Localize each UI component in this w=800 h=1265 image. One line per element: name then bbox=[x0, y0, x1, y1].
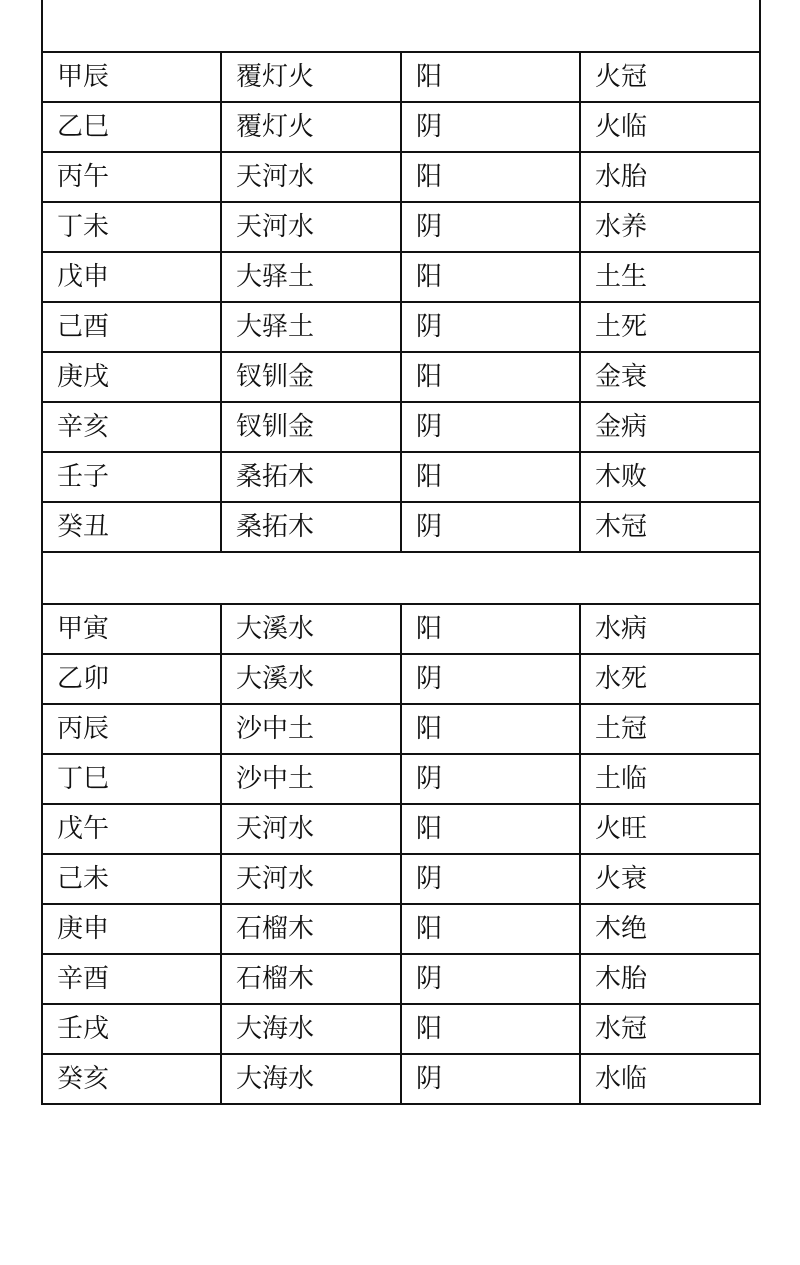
yinyang-cell: 阴 bbox=[401, 954, 580, 1004]
nayin-cell: 覆灯火 bbox=[221, 102, 401, 152]
state-cell: 水冠 bbox=[580, 1004, 760, 1054]
table-row bbox=[42, 452, 760, 502]
ganzhi-cell: 己未 bbox=[42, 854, 221, 904]
yinyang-cell: 阳 bbox=[401, 704, 580, 754]
ganzhi-cell: 甲辰 bbox=[42, 52, 221, 102]
ganzhi-cell: 丁巳 bbox=[42, 754, 221, 804]
yinyang-cell: 阴 bbox=[401, 302, 580, 352]
nayin-cell: 石榴木 bbox=[221, 904, 401, 954]
yinyang-cell: 阴 bbox=[401, 102, 580, 152]
table-row bbox=[42, 654, 760, 704]
nayin-cell: 天河水 bbox=[221, 202, 401, 252]
yinyang-cell: 阴 bbox=[401, 1054, 580, 1104]
table-row bbox=[42, 302, 760, 352]
table-row bbox=[42, 904, 760, 954]
nayin-cell: 大溪水 bbox=[221, 654, 401, 704]
section-divider-cell bbox=[42, 552, 760, 604]
yinyang-cell: 阳 bbox=[401, 252, 580, 302]
yinyang-cell: 阴 bbox=[401, 754, 580, 804]
nayin-cell: 覆灯火 bbox=[221, 52, 401, 102]
nayin-cell: 沙中土 bbox=[221, 704, 401, 754]
nayin-cell: 天河水 bbox=[221, 804, 401, 854]
nayin-cell: 桑拓木 bbox=[221, 452, 401, 502]
section-divider-row bbox=[42, 0, 760, 52]
yinyang-cell: 阳 bbox=[401, 152, 580, 202]
nayin-cell: 沙中土 bbox=[221, 754, 401, 804]
state-cell: 木败 bbox=[580, 452, 760, 502]
nayin-cell: 石榴木 bbox=[221, 954, 401, 1004]
ganzhi-cell: 壬子 bbox=[42, 452, 221, 502]
yinyang-cell: 阳 bbox=[401, 604, 580, 654]
state-cell: 木绝 bbox=[580, 904, 760, 954]
section-divider-row bbox=[42, 552, 760, 604]
ganzhi-cell: 癸丑 bbox=[42, 502, 221, 552]
ganzhi-cell: 丁未 bbox=[42, 202, 221, 252]
state-cell: 土死 bbox=[580, 302, 760, 352]
table-row bbox=[42, 1054, 760, 1104]
table-row bbox=[42, 754, 760, 804]
state-cell: 水死 bbox=[580, 654, 760, 704]
yinyang-cell: 阳 bbox=[401, 352, 580, 402]
state-cell: 火临 bbox=[580, 102, 760, 152]
nayin-cell: 钗钏金 bbox=[221, 352, 401, 402]
table-row bbox=[42, 352, 760, 402]
ganzhi-cell: 乙卯 bbox=[42, 654, 221, 704]
table-row bbox=[42, 202, 760, 252]
table-row bbox=[42, 854, 760, 904]
ganzhi-cell: 乙巳 bbox=[42, 102, 221, 152]
table-row bbox=[42, 954, 760, 1004]
table-row bbox=[42, 402, 760, 452]
table-row bbox=[42, 704, 760, 754]
ganzhi-cell: 甲寅 bbox=[42, 604, 221, 654]
ganzhi-cell: 癸亥 bbox=[42, 1054, 221, 1104]
state-cell: 金病 bbox=[580, 402, 760, 452]
yinyang-cell: 阴 bbox=[401, 854, 580, 904]
ganzhi-cell: 己酉 bbox=[42, 302, 221, 352]
nayin-cell: 大驿土 bbox=[221, 252, 401, 302]
table-row bbox=[42, 804, 760, 854]
table-row bbox=[42, 604, 760, 654]
yinyang-cell: 阴 bbox=[401, 402, 580, 452]
state-cell: 水养 bbox=[580, 202, 760, 252]
nayin-cell: 天河水 bbox=[221, 854, 401, 904]
ganzhi-cell: 庚申 bbox=[42, 904, 221, 954]
yinyang-cell: 阳 bbox=[401, 52, 580, 102]
yinyang-cell: 阳 bbox=[401, 804, 580, 854]
nayin-table-container bbox=[41, 0, 759, 1105]
state-cell: 土临 bbox=[580, 754, 760, 804]
yinyang-cell: 阴 bbox=[401, 202, 580, 252]
yinyang-cell: 阴 bbox=[401, 502, 580, 552]
table-row bbox=[42, 252, 760, 302]
state-cell: 土生 bbox=[580, 252, 760, 302]
state-cell: 水胎 bbox=[580, 152, 760, 202]
state-cell: 金衰 bbox=[580, 352, 760, 402]
state-cell: 木胎 bbox=[580, 954, 760, 1004]
nayin-cell: 大溪水 bbox=[221, 604, 401, 654]
table-row bbox=[42, 502, 760, 552]
table-row bbox=[42, 102, 760, 152]
ganzhi-cell: 丙辰 bbox=[42, 704, 221, 754]
ganzhi-cell: 戊申 bbox=[42, 252, 221, 302]
ganzhi-cell: 壬戌 bbox=[42, 1004, 221, 1054]
nayin-table bbox=[41, 0, 761, 1105]
state-cell: 木冠 bbox=[580, 502, 760, 552]
table-body bbox=[42, 0, 760, 1104]
state-cell: 火冠 bbox=[580, 52, 760, 102]
state-cell: 火衰 bbox=[580, 854, 760, 904]
ganzhi-cell: 辛酉 bbox=[42, 954, 221, 1004]
table-row bbox=[42, 52, 760, 102]
yinyang-cell: 阳 bbox=[401, 1004, 580, 1054]
state-cell: 水临 bbox=[580, 1054, 760, 1104]
yinyang-cell: 阳 bbox=[401, 452, 580, 502]
yinyang-cell: 阴 bbox=[401, 654, 580, 704]
ganzhi-cell: 丙午 bbox=[42, 152, 221, 202]
table-row bbox=[42, 1004, 760, 1054]
section-divider-cell bbox=[42, 0, 760, 52]
ganzhi-cell: 辛亥 bbox=[42, 402, 221, 452]
nayin-cell: 大海水 bbox=[221, 1004, 401, 1054]
nayin-cell: 桑拓木 bbox=[221, 502, 401, 552]
nayin-cell: 大海水 bbox=[221, 1054, 401, 1104]
yinyang-cell: 阳 bbox=[401, 904, 580, 954]
nayin-cell: 大驿土 bbox=[221, 302, 401, 352]
nayin-cell: 钗钏金 bbox=[221, 402, 401, 452]
ganzhi-cell: 庚戌 bbox=[42, 352, 221, 402]
ganzhi-cell: 戊午 bbox=[42, 804, 221, 854]
table-row bbox=[42, 152, 760, 202]
state-cell: 水病 bbox=[580, 604, 760, 654]
state-cell: 土冠 bbox=[580, 704, 760, 754]
nayin-cell: 天河水 bbox=[221, 152, 401, 202]
state-cell: 火旺 bbox=[580, 804, 760, 854]
